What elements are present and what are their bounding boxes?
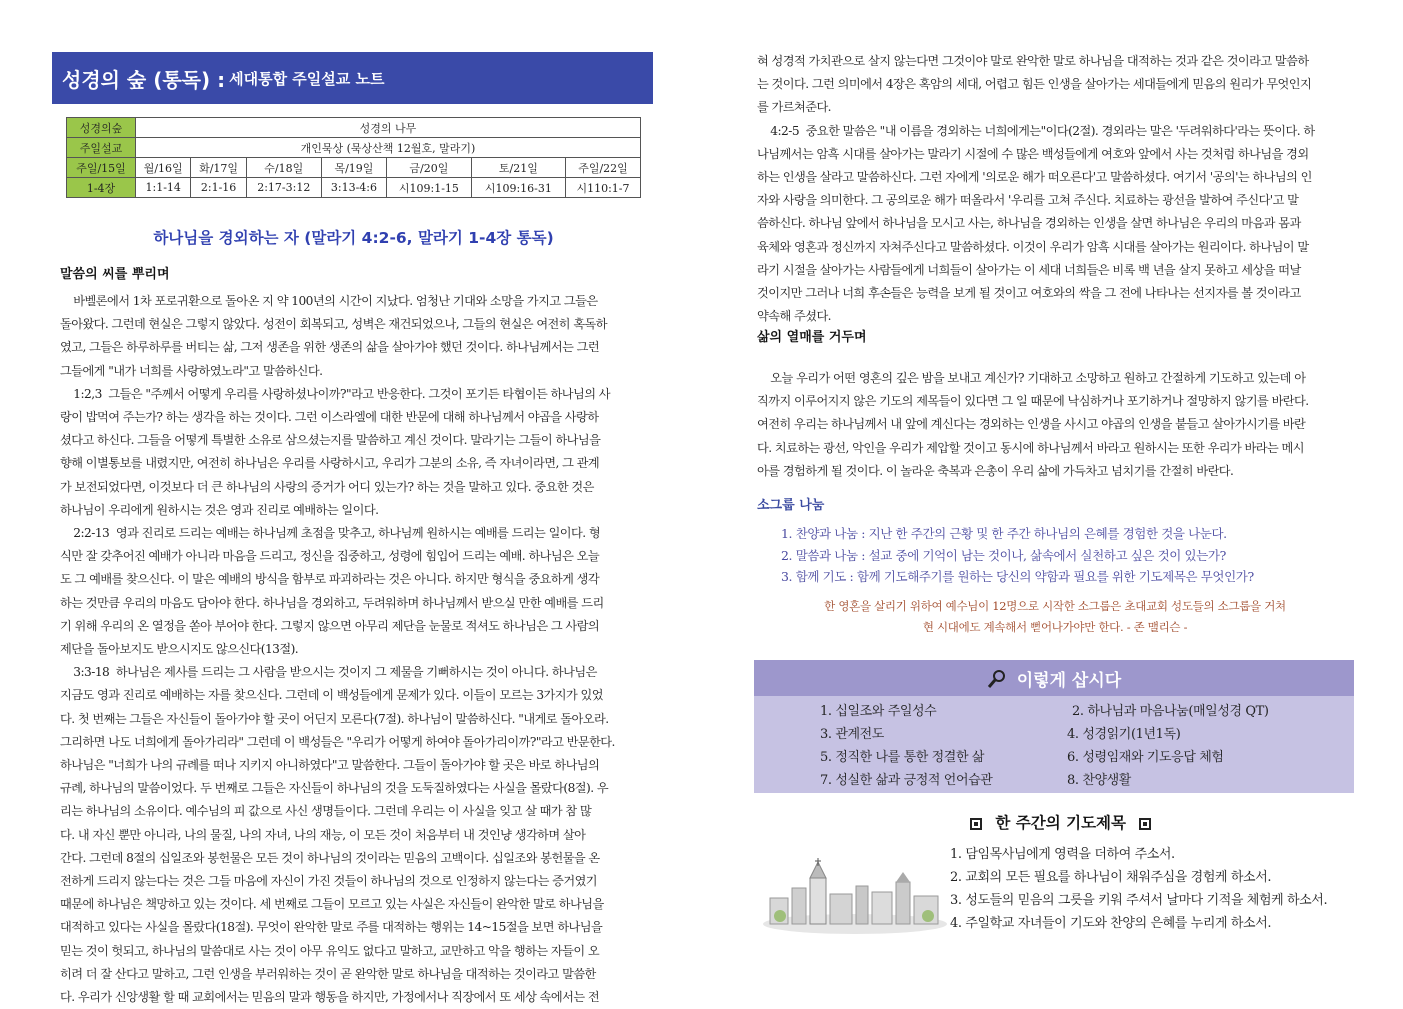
text-line: 아를 경험하게 될 것이다. 이 놀라운 축복과 은총이 우리 삶에 가득차고 넘치기를 간절히 바란다. (757, 463, 1234, 478)
text-line: 하나님은 "너희가 나의 규례를 떠나 지키지 아니하였다"고 말씀한다. 그들이 돌아가야 할 곳은 바로 하나님의 (60, 758, 600, 773)
list-item: 1. 찬양과 나눔 : 지난 한 주간의 근황 및 한 주간 하나님의 은혜를 경험한 것을 나눈다. (781, 526, 1227, 541)
list-item: 2. 교회의 모든 필요를 하나님이 채워주심을 경험케 하소서. (950, 870, 1272, 885)
list-item: 3. 성도들의 믿음의 그릇을 키워 주셔서 날마다 기적을 체험케 하소서. (950, 893, 1328, 908)
quote-line: 현 시대에도 계속해서 뻗어나가야만 한다. - 존 맬리슨 - (922, 620, 1188, 634)
text-line: 것이지만 그러나 너희 후손들은 능력을 보게 될 것이고 여호와의 싹을 그 전에 나타나는 선지자를 볼 것이라고 (757, 286, 1301, 301)
list-item: 1. 담임목사님에게 영력을 더하여 주소서. (950, 847, 1175, 862)
prayer-title: 한 주간의 기도제목 (995, 814, 1126, 832)
quote-line: 한 영혼을 살리기 위하여 예수님이 12명으로 시작한 소그룹은 초대교회 성도들의 소그룹을 거쳐 (824, 599, 1286, 613)
text-line: 4:2-5 중요한 말씀은 "내 이름을 경외하는 너희에게는"이다(2절). 경외라는 말은 '두려워하다'라는 뜻이다. 하 (757, 123, 1315, 138)
table-cell: 주일/15일 (67, 158, 136, 178)
text-line: 약속해 주셨다. (757, 309, 831, 324)
table-row (67, 118, 641, 138)
live-box-title: 이렇게 삽시다 (1016, 671, 1122, 691)
text-line: 랑이 밥먹여 주는가? 하는 생각을 하는 것이다. 그런 이스라엘에 대한 반문에 대해 하나님께서 야곱을 사랑하 (60, 410, 599, 425)
text-line: 였고, 그들은 하루하루를 버티는 삶, 그저 생존을 위한 생존의 삶을 살아가야 했던 것이다. 하나님께서는 그런 (60, 340, 600, 355)
text-line: 식만 잘 갖추어진 예배가 아니라 마음을 드리고, 정신을 집중하고, 성령에 힘입어 드리는 예배. 하나님은 오늘 (60, 549, 600, 564)
table-cell: 월/16일 (136, 158, 191, 178)
live-box-title-row (754, 666, 1354, 694)
text-line: 2:2-13 영과 진리로 드리는 예배는 하나님께 초점을 맞추고, 하나님께 원하시는 예배를 드리는 일이다. 형 (60, 526, 601, 541)
header-bar (52, 52, 653, 104)
text-line: 셨다고 하신다. 그들을 어떻게 특별한 소유로 삼으셨는지를 말씀하고 계신 것이다. 말라기는 그들이 하나님을 (60, 433, 601, 448)
text-line: 직까지 이루어지지 않은 기도의 제목들이 있다면 그 일 때문에 낙심하거나 포기하거나 절망하지 않기를 바란다. (757, 394, 1309, 409)
text-line: 는 것이다. 그런 의미에서 4장은 혹암의 세대, 어렵고 힘든 인생을 살아가는 세대들에게 믿음의 원리가 무엇인지 (757, 77, 1312, 92)
list-item: 3. 관계전도 (820, 727, 884, 742)
text-line: 대적하고 있다는 사실을 몰랐다(18절). 무엇이 완악한 말로 주를 대적하는 행위는 14~15절을 보면 하나님을 (60, 920, 603, 935)
text-line: 다. 우리가 신앙생활 할 때 교회에서는 믿음의 말과 행동을 하지만, 가정에서나 직장에서 또 세상 속에서는 전 (60, 990, 600, 1005)
table-cell: 수/18일 (246, 158, 321, 178)
text-line: 규례, 하나님의 말씀이었다. 두 번째로 그들은 자신들이 하나님의 것을 도둑질하였다는 사실을 몰랐다(8절). 우 (60, 781, 609, 796)
text-line: 를 가르쳐준다. (757, 100, 831, 115)
table-cell: 금/20일 (387, 158, 472, 178)
table-cell: 1:1-14 (136, 178, 191, 198)
header-subtitle: 세대통합 주일설교 노트 (229, 69, 385, 88)
table-cell: 2:1-16 (191, 178, 246, 198)
text-line: 때문에 하나님은 책망하고 있는 것이다. 세 번째로 그들이 모르고 있는 사실은 자신들이 완악한 말로 하나님을 (60, 897, 604, 912)
list-item: 3. 함께 기도 : 함께 기도해주기를 원하는 당신의 약함과 필요를 위한 기도제목은 무엇인가? (781, 569, 1254, 584)
table-cell: 3:13-4:6 (321, 178, 386, 198)
text-line: 1:2,3 그들은 "주께서 어떻게 우리를 사랑하셨나이까?"라고 반응한다. 그것이 포기든 타협이든 하나님의 사 (60, 386, 611, 401)
table-row (67, 158, 641, 178)
text-line: 나님께서는 암흑 시대를 살아가는 말라기 시절에 수 많은 백성들에게 여호와 앞에서 사는 것처럼 하나님을 경외 (757, 146, 1309, 161)
small-group-title: 소그룹 나눔 (757, 498, 825, 513)
text-line: 라기 시절을 살아가는 사람들에게 너희들이 살아가는 이 세대 너희들은 비록 백 년을 살지 못하고 세상을 떠날 (757, 262, 1301, 277)
text-line: 도 그 예배를 찾으신다. 이 말은 예배의 방식을 함부로 파괴하라는 것은 아니다. 하지만 형식을 중요하게 생각 (60, 572, 600, 587)
text-line: 전하게 드리지 않는다는 것은 그들 마음에 자신이 가진 것들이 하나님의 것으로 인정하지 않는다는 증거였기 (60, 874, 598, 889)
table-cell: 시109:16-31 (471, 178, 565, 198)
text-line: 3:3-18 하나님은 제사를 드리는 그 사람을 받으시는 것이지 그 제물을 기뻐하시는 것이 아니다. 하나님은 (60, 665, 597, 680)
table-cell: 주일/22일 (566, 158, 641, 178)
church-city-illustration (760, 858, 950, 936)
text-line: 지금도 영과 진리로 예배하는 자를 찾으신다. 그런데 이 백성들에게 문제가 있다. 이들이 모르는 3가지가 있었 (60, 688, 603, 703)
text-line: 다. 첫 번째는 그들은 자신들이 돌아가야 할 곳이 어딘지 모른다(7절). 하나님이 말씀하신다. "내게로 돌아오라. (60, 711, 609, 726)
text-line: 간다. 그런데 8절의 십일조와 봉헌물은 모든 것이 하나님의 것이라는 믿음의 고백이다. 십일조와 봉헌물을 온 (60, 850, 600, 865)
text-line: 향해 이별통보를 내렸지만, 여전히 하나님은 우리를 사랑하시고, 우리가 그분의 소유, 즉 자녀이라면, 그 관계 (60, 456, 600, 471)
text-line: 오늘 우리가 어떤 영혼의 깊은 밤을 보내고 계신가? 기대하고 소망하고 원하고 간절하게 기도하고 있는데 아 (757, 371, 1306, 385)
table-cell: 시109:1-15 (387, 178, 472, 198)
text-line: 자와 사랑을 의미한다. 그 공의로운 해가 떠올라서 '우리를 고쳐 주신다. 치료하는 광선을 발하여 주신다'고 말 (757, 193, 1299, 208)
text-line: 그들에게 "내가 너희를 사랑하였노라"고 말씀하신다. (60, 363, 323, 378)
table-cell: 성경의 나무 (136, 118, 641, 138)
schedule-table (66, 117, 641, 198)
section-title: 삶의 열매를 거두며 (757, 330, 867, 345)
text-line: 바벨론에서 1차 포로귀환으로 돌아온 지 약 100년의 시간이 지났다. 엄청난 기대와 소망을 가지고 그들은 (60, 294, 598, 308)
text-line: 믿는 것이 헛되고, 하나님의 말씀대로 사는 것이 아무 유익도 없다고 말하고, 교만하고 악을 행하는 자들이 오 (60, 943, 600, 958)
square-bullet-icon (1139, 818, 1151, 830)
magnifier-icon (987, 669, 1007, 694)
table-cell: 개인묵상 (묵상산책 12월호, 말라기) (136, 138, 641, 158)
square-bullet-icon (970, 818, 982, 830)
text-line: 하는 인생을 살라고 말씀하신다. 그런 자에게 '의로운 해가 떠오른다'고 말씀하셨다. 여기서 '공의'는 하나님의 인 (757, 170, 1312, 185)
list-item: 7. 성실한 삶과 긍정적 언어습관 (820, 773, 993, 788)
table-row (67, 178, 641, 198)
table-cell: 시110:1-7 (566, 178, 641, 198)
text-line: 하나님이 우리에게 원하시는 것은 영과 진리로 예배하는 일이다. (60, 502, 379, 517)
list-item: 4. 성경읽기(1년1독) (1067, 727, 1181, 742)
list-item: 2. 말씀과 나눔 : 설교 중에 기억이 남는 것이나, 삶속에서 실천하고 싶은 것이 있는가? (781, 548, 1226, 563)
table-cell: 성경의숲 (67, 118, 136, 138)
text-line: 리는 하나님의 소유이다. 예수님의 피 값으로 사신 생명들이다. 그런데 우리는 이 사실을 잊고 살 때가 참 많 (60, 804, 592, 819)
text-line: 여전히 우리는 하나님께서 내 앞에 계신다는 경외하는 인생을 사시고 야곱의 인생을 붙들고 살아가시기를 바란 (757, 417, 1306, 432)
table-row (67, 138, 641, 158)
list-item: 6. 성령임재와 기도응답 체험 (1067, 750, 1224, 765)
header-title: 성경의 숲 (통독) : (62, 67, 226, 92)
list-item: 4. 주일학교 자녀들이 기도와 찬양의 은혜를 누리게 하소서. (950, 916, 1272, 931)
list-item: 2. 하나님과 마음나눔(매일성경 QT) (1072, 704, 1269, 719)
list-item: 1. 십일조와 주일성수 (820, 704, 937, 719)
text-line: 하는 것만큼 우리의 마음도 담아야 한다. 하나님을 경외하고, 두려워하며 하나님께서 받으실 만한 예배를 드리 (60, 595, 604, 610)
live-box (754, 660, 1354, 793)
prayer-title-row (970, 811, 1151, 833)
text-line: 기 위해 우리의 온 열정을 쏟아 부어야 한다. 그렇지 않으면 아무리 제단을 눈물로 적셔도 하나님은 그 사람의 (60, 618, 600, 633)
table-cell: 1-4장 (67, 178, 136, 198)
text-line: 다. 치료하는 광선, 악인을 우리가 제압할 것이고 동시에 하나님께서 바라고 원하시는 또한 우리가 바라는 메시 (757, 440, 1305, 455)
text-line: 육체와 영혼과 정신까지 자쳐주신다고 말씀하셨다. 이것이 우리가 암흑 시대를 살아가는 원리이다. 하나님이 말 (757, 239, 1309, 254)
text-line: 씀하신다. 하나님 앞에서 하나님을 모시고 사는, 하나님을 경외하는 인생을 살면 하나님은 우리의 마음과 몸과 (757, 216, 1301, 231)
section-title: 말씀의 씨를 뿌리며 (60, 267, 170, 282)
text-line: 히려 더 잘 산다고 말하고, 그런 인생을 부러워하는 것이 곧 완악한 말로 하나님을 대적하는 것이라고 말씀한 (60, 966, 596, 981)
text-line: 돌아왔다. 그런데 현실은 그렇지 않았다. 성전이 회복되고, 성벽은 재건되었으나, 그들의 현실은 여전히 혹독하 (60, 317, 608, 332)
table-cell: 목/19일 (321, 158, 386, 178)
table-cell: 2:17-3:12 (246, 178, 321, 198)
table-cell: 토/21일 (471, 158, 565, 178)
section1-body (60, 290, 646, 1009)
list-item: 8. 찬양생활 (1067, 773, 1131, 788)
sermon-title: 하나님을 경외하는 자 (말라기 4:2-6, 말라기 1-4장 통독) (153, 229, 554, 247)
text-line: 다. 내 자신 뿐만 아니라, 나의 물질, 나의 자녀, 나의 재능, 이 모든 것이 처음부터 내 것인냥 생각하며 살아 (60, 827, 586, 842)
continued-body (757, 50, 1353, 328)
text-line: 그리하면 나도 너희에게 돌아가리라" 그런데 이 백성들은 "우리가 어떻게 하여야 돌아가리이까?"라고 반문한다. (60, 734, 615, 749)
text-line: 혀 성경적 가치관으로 살지 않는다면 그것이야 말로 완악한 말로 하나님을 대적하는 것과 같은 것이라고 말씀하 (757, 54, 1309, 68)
table-cell: 화/17일 (191, 158, 246, 178)
table-cell: 주일설교 (67, 138, 136, 158)
section2-body (757, 367, 1353, 483)
text-line: 가 보전되었다면, 이것보다 더 큰 하나님의 사랑의 증거가 어디 있는가? 하는 것을 말하고 있다. 중요한 것은 (60, 479, 594, 494)
text-line: 제단을 돌아보지도 받으시지도 않으신다(13절). (60, 642, 299, 657)
list-item: 5. 정직한 나를 통한 정결한 삶 (820, 750, 985, 765)
